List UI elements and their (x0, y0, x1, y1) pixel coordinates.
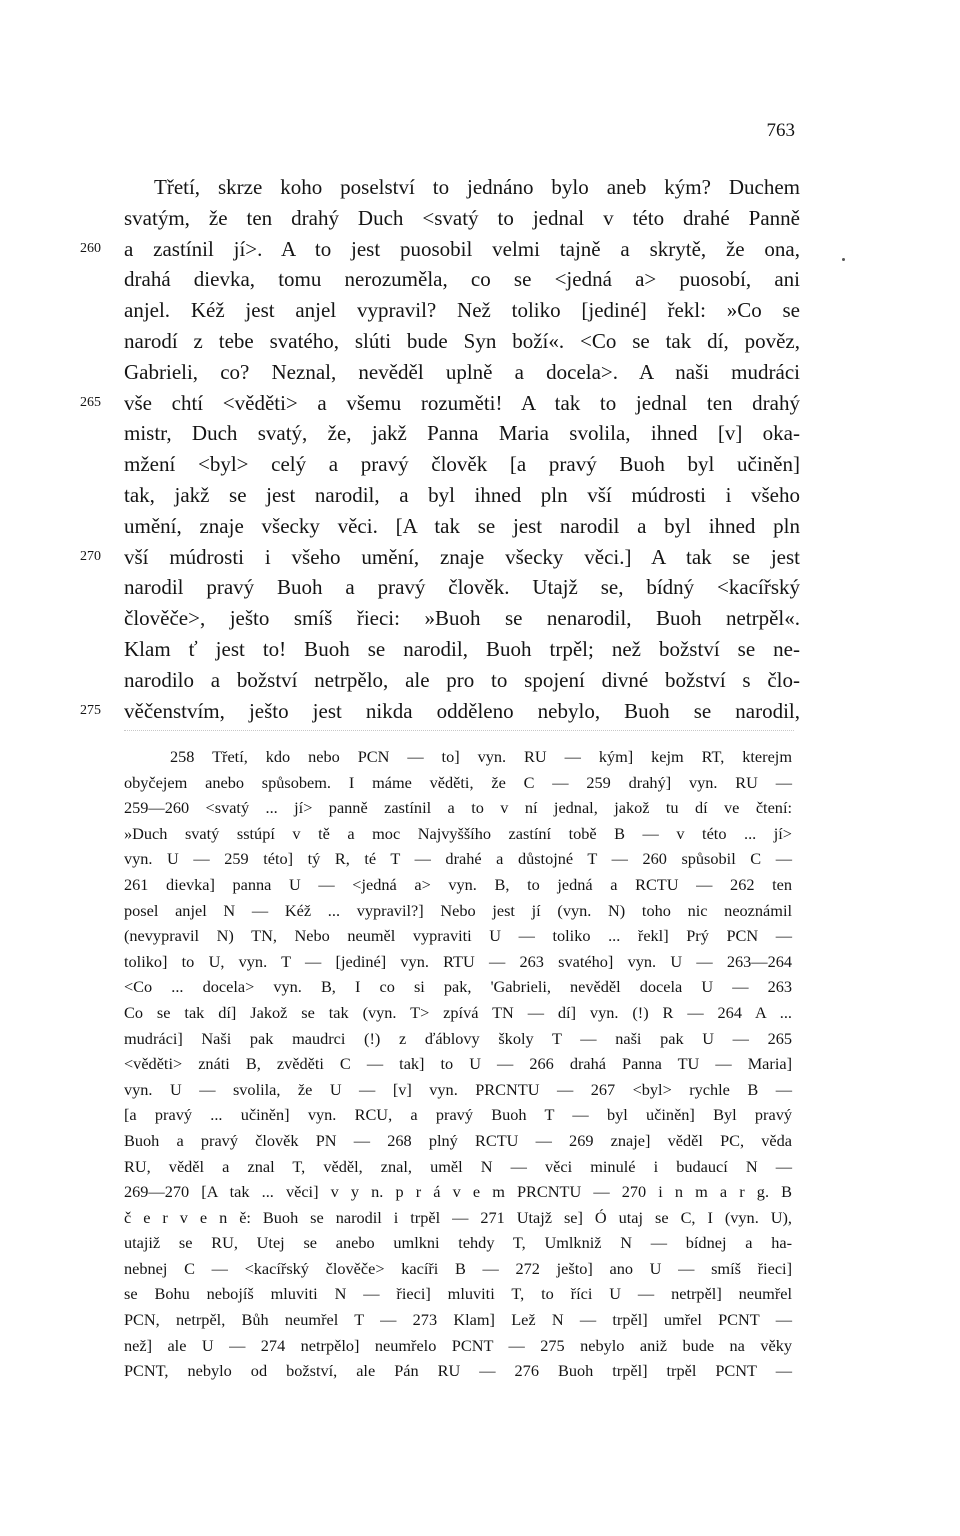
text-line (80, 665, 800, 696)
line-text: umění, znaje všecky věci. [A tak se jest narodil a byl ihned pln (124, 513, 800, 538)
line-text: drahá dievka, tomu nerozuměla, co se <jedná a> puosobí, ani (124, 267, 800, 292)
apparatus-line: utajiž se RU, Utej se anebo umlkni tehdy T, Umlkniž N — bídnej a ha- (124, 1233, 792, 1253)
text-line (80, 542, 800, 573)
line-text: narodí z tebe svatého, slúti bude Syn boží«. <Co se tak dí, pověz, (124, 328, 800, 353)
footnote-separator (124, 730, 794, 731)
apparatus-line: 269—270 [A tak ... věci] v y n. p r á v e m PRCNTU — 270 i n m a r g. B (124, 1182, 792, 1202)
apparatus-line: mudráci] Naši pak maudrci (!) z ďáblovy školy T — naši pak U — 265 (124, 1028, 792, 1048)
main-text (80, 172, 800, 726)
apparatus-line: nebnej C — <kacířský člověče> kacíři B — 272 ješto] ano U — smíš řieci] (124, 1258, 792, 1278)
text-line (80, 511, 800, 542)
line-text: vší múdrosti i všeho umění, znaje všecky věci.] A tak se jest (124, 544, 800, 569)
line-number: 265 (80, 394, 101, 410)
apparatus-line: 259—260 <svatý ... jí> panně zastínil a to v ní jednal, jakož tu dí ve čtení: (124, 798, 792, 818)
text-line (80, 357, 800, 388)
text-line (80, 572, 800, 603)
line-text: svatým, že ten drahý Duch <svatý to jednal v této drahé Panně (124, 205, 800, 230)
page-number: 763 (766, 120, 795, 141)
line-text: mžení <byl> celý a pravý člověk [a pravý Buoh byl učiněn] (124, 452, 800, 477)
line-text: Třetí, skrze koho poselství to jednáno bylo aneb kým? Duchem (154, 175, 800, 199)
text-line (80, 696, 800, 727)
text-line (80, 264, 800, 295)
print-speck (842, 258, 845, 261)
line-text: anjel. Kéž jest anjel vypravil? Než toliko [jediné] řekl: »Co se (124, 298, 800, 323)
apparatus-line: (nevypravil N) TN, Nebo neuměl vypraviti U — toliko ... řekl] Prý PCN — (124, 926, 792, 946)
line-number: 275 (80, 702, 101, 718)
text-line (80, 203, 800, 234)
text-line (80, 234, 800, 265)
apparatus-line: toliko] to U, vyn. T — [jediné] vyn. RTU — 263 svatého] vyn. U — 263—264 (124, 951, 792, 971)
line-text: Gabrieli, co? Neznal, nevěděl uplně a docela>. A naši mudráci (124, 359, 800, 384)
apparatus-line: č e r v e n ě: Buoh se narodil i trpěl — 271 Utajž se] Ó utaj se C, I (vyn. U), (124, 1207, 792, 1227)
apparatus-line: <Co ... docela> vyn. B, I co si pak, 'Gabrieli, nevěděl docela U — 263 (124, 977, 792, 997)
line-text: narodil pravý Buoh a pravý člověk. Utajž se, bídný <kacířský (124, 575, 800, 600)
apparatus-line: posel anjel N — Kéž ... vypravil?] Nebo jest jí (vyn. N) toho nic neoznámil (124, 900, 792, 920)
line-text: člověče>, ješto smíš řieci: »Buoh se nenarodil, Buoh netrpěl«. (124, 606, 800, 631)
line-text: věčenstvím, ješto jest nikda odděleno nebylo, Buoh se narodil, (124, 698, 800, 723)
apparatus-line: »Duch svatý sstúpí v tě a moc Najvyššího zastíní tobě B — v této ... jí> (124, 823, 792, 843)
text-line (80, 603, 800, 634)
apparatus-line: PCNT, nebylo od božství, ale Pán RU — 276 Buoh trpěl] trpěl PCNT — (124, 1361, 792, 1381)
line-text: mistr, Duch svatý, že, jakž Panna Maria svolila, ihned [v] oka- (124, 421, 800, 446)
text-line (80, 634, 800, 665)
text-line (80, 449, 800, 480)
line-text: Klam ť jest to! Buoh se narodil, Buoh trpěl; než božství se ne- (124, 636, 800, 661)
apparatus-line: Co se tak dí] Jakož se tak (vyn. T> zpívá TN — dí] vyn. (!) R — 264 A ... (124, 1002, 792, 1022)
line-text: a zastínil jí>. A to jest puosobil velmi tajně a skrytě, že ona, (124, 236, 800, 261)
text-line (80, 418, 800, 449)
apparatus-line: <věděti> znáti B, zvěděti C — tak] to U — 266 drahá Panna TU — Maria] (124, 1054, 792, 1074)
line-text: tak, jakž se jest narodil, a byl ihned pln vší múdrosti i všeho (124, 482, 800, 507)
text-line (80, 172, 800, 203)
line-number: 270 (80, 548, 101, 564)
apparatus-line: se Bohu nebojíš mluviti N — řieci] mluviti T, to říci U — netrpěl] neumřel (124, 1284, 792, 1304)
apparatus-line: obyčejem anebo spůsobem. I máme věděti, že C — 259 drahý] vyn. RU — (124, 772, 792, 792)
line-text: vše chtí <věděti> a všemu rozuměti! A tak to jednal ten drahý (124, 390, 800, 415)
apparatus-line: vyn. U — 259 této] tý R, té T — drahé a důstojné T — 260 spůsobil C — (124, 849, 792, 869)
line-text: narodilo a božství netrpělo, ale pro to spojení divné božství s člo- (124, 667, 800, 692)
apparatus-line: PCN, netrpěl, Bůh neumřel T — 273 Klam] Lež N — trpěl] umřel PCNT — (124, 1310, 792, 1330)
apparatus-line: 258 Třetí, kdo nebo PCN — to] vyn. RU — kým] kejm RT, kterejm (170, 747, 792, 766)
apparatus-line: RU, věděl a znal T, věděl, znal, uměl N — věci minulé i budaucí N — (124, 1156, 792, 1176)
apparatus-line: [a pravý ... učiněn] vyn. RCU, a pravý Buoh T — byl učiněn] Byl pravý (124, 1105, 792, 1125)
critical-apparatus (124, 744, 792, 1384)
apparatus-line: než] ale U — 274 netrpělo] neumřelo PCNT — 275 nebylo aniž bude na věky (124, 1335, 792, 1355)
line-number: 260 (80, 240, 101, 256)
apparatus-line: vyn. U — svolila, že U — [v] vyn. PRCNTU — 267 <byl> rychle B — (124, 1079, 792, 1099)
text-line (80, 388, 800, 419)
text-line (80, 326, 800, 357)
apparatus-line: Buoh a pravý člověk PN — 268 plný RCTU — 269 znaje] věděl PC, věda (124, 1130, 792, 1150)
text-line (80, 295, 800, 326)
apparatus-line: 261 dievka] panna U — <jedná a> vyn. B, to jedná a RCTU — 262 ten (124, 874, 792, 894)
text-line (80, 480, 800, 511)
